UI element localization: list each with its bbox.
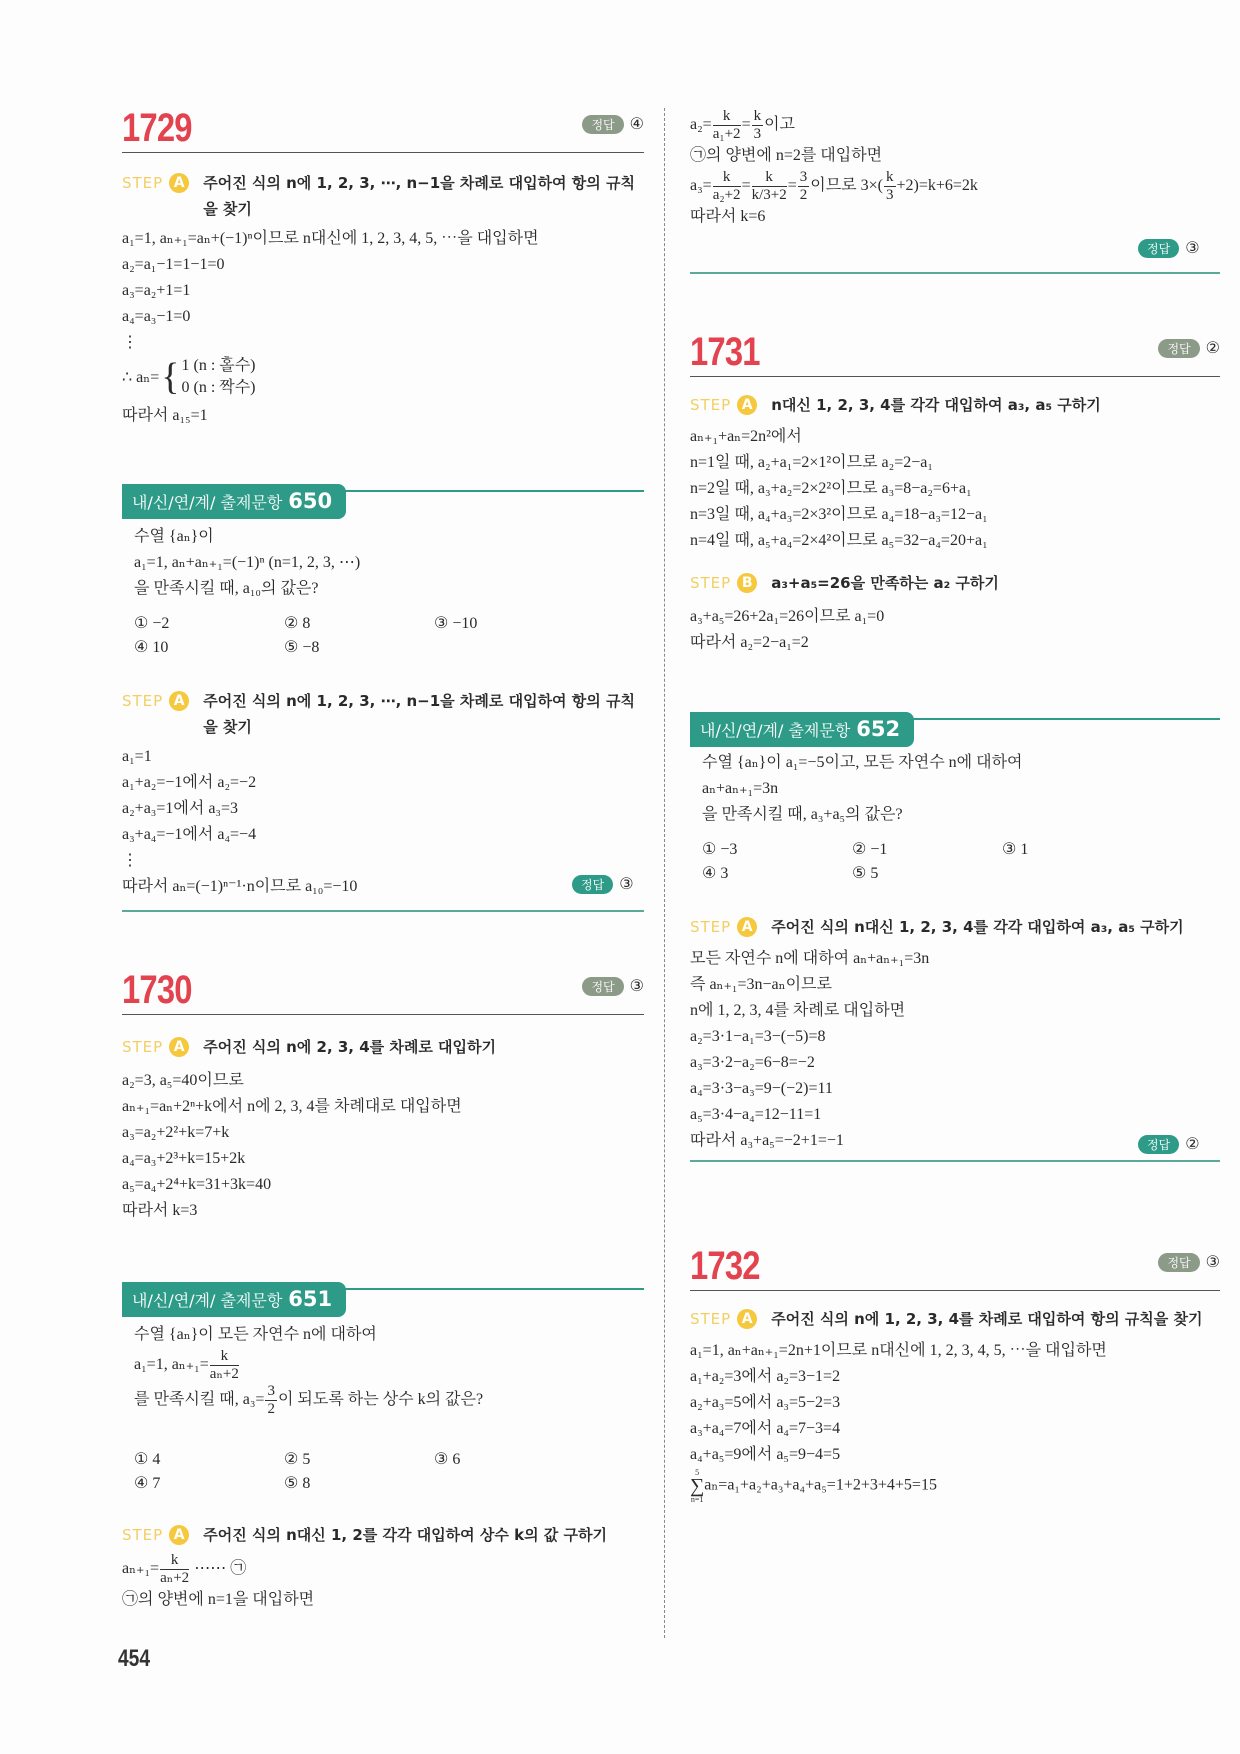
numerator: 3 xyxy=(267,1383,275,1399)
problem-1731-header xyxy=(690,330,1220,377)
math-text: ⋯⋯ ㉠ xyxy=(190,1560,247,1578)
math-line: 을 만족시킬 때, a₃+a₅의 값은? xyxy=(702,806,903,823)
fraction xyxy=(265,1383,277,1418)
naesin-banner-650 xyxy=(122,490,644,528)
math-line: n=4일 때, a₅+a₄=2×4²이므로 a₅=32−a₄=20+a₁ xyxy=(690,532,988,549)
step-label: STEP xyxy=(690,1310,732,1328)
cases-block xyxy=(122,355,644,399)
problem-number: 1731 xyxy=(690,330,760,374)
math-text: a₁=1, aₙ₊₁= xyxy=(134,1356,209,1374)
answer-indicator xyxy=(1138,1134,1240,1154)
math-text: 이 되도록 하는 상수 k의 값은? xyxy=(277,1391,484,1409)
problem-1730-header xyxy=(122,968,644,1015)
math-line xyxy=(690,1416,1220,1442)
solution-lines xyxy=(122,226,644,356)
step-badge-icon: B xyxy=(737,573,757,593)
denominator: a₁+2 xyxy=(712,126,741,142)
denominator: 3 xyxy=(753,126,762,142)
math-text: = xyxy=(741,116,751,134)
math-line xyxy=(690,1468,1220,1504)
step-heading xyxy=(122,170,644,222)
solution-lines-continued xyxy=(690,108,1220,230)
math-text: aₙ=a₁+a₂+a₃+a₄+a₅=1+2+3+4+5=15 xyxy=(704,1476,937,1494)
answer-choice: ① 4 xyxy=(134,1451,161,1468)
answer-value: ③ xyxy=(619,876,634,893)
answer-choice: ① −2 xyxy=(134,615,170,632)
math-line: 수열 {aₙ}이 xyxy=(134,528,214,545)
math-line xyxy=(690,1364,1220,1390)
problem-1729-header xyxy=(122,106,644,153)
math-line xyxy=(122,1587,644,1613)
step-label: STEP xyxy=(690,918,732,936)
math-line: a₂+a₃=1에서 a₃=3 xyxy=(122,800,239,817)
denominator: 2 xyxy=(267,1401,275,1417)
fraction xyxy=(798,169,810,204)
step-heading xyxy=(690,570,1220,596)
solution-lines xyxy=(690,424,1220,554)
math-line xyxy=(134,1322,656,1348)
conclusion-line: 따라서 a₁₅=1 xyxy=(122,407,208,424)
math-line xyxy=(134,1348,656,1383)
case-even: 0 (n : 짝수) xyxy=(181,379,256,396)
answer-choice: ⑤ 5 xyxy=(852,865,879,882)
question-text xyxy=(134,524,656,602)
numerator: k xyxy=(713,169,741,187)
math-line xyxy=(690,143,1220,169)
step-label: STEP xyxy=(690,574,732,592)
step-title: 주어진 식의 n에 1, 2, 3, ⋯, n−1을 차례로 대입하여 항의 규칙을 찾기 xyxy=(203,174,635,218)
math-line xyxy=(690,1390,1220,1416)
math-text: ㉠의 양변에 n=2를 대입하면 xyxy=(690,147,883,164)
fraction xyxy=(160,1552,189,1587)
math-line: n=2일 때, a₃+a₂=2×2²이므로 a₃=8−a₂=6+a₁ xyxy=(690,480,972,497)
banner-number: 652 xyxy=(856,717,901,741)
choice-list xyxy=(134,1448,656,1496)
step-heading xyxy=(690,914,1220,940)
answer-choice: ④ 3 xyxy=(702,865,729,882)
math-line: ⋮ xyxy=(122,334,138,351)
solution-lines xyxy=(122,1552,644,1613)
step-title: 주어진 식의 n에 2, 3, 4를 차례로 대입하기 xyxy=(203,1038,497,1056)
answer-value: ③ xyxy=(1185,240,1200,257)
banner-number: 651 xyxy=(288,1287,333,1311)
math-line: aₙ+aₙ₊₁=3n xyxy=(702,780,779,797)
banner-tag xyxy=(122,1282,346,1317)
math-line: 따라서 a₃+a₅=−2+1=−1 xyxy=(690,1132,844,1149)
numerator: k xyxy=(753,108,762,124)
math-line: n=3일 때, a₄+a₃=2×3²이므로 a₄=18−a₃=12−a₁ xyxy=(690,506,988,523)
step-badge-icon: A xyxy=(169,1037,189,1057)
denominator: aₙ+2 xyxy=(160,1570,190,1586)
column-divider xyxy=(664,108,665,1638)
step-heading xyxy=(122,1034,644,1060)
answer-choice: ② 5 xyxy=(284,1451,311,1468)
banner-tag xyxy=(122,484,346,519)
math-line xyxy=(690,169,1220,204)
step-badge-icon: A xyxy=(737,1309,757,1329)
math-line: a₅=a₄+2⁴+k=31+3k=40 xyxy=(122,1176,272,1193)
step-heading xyxy=(690,1306,1220,1332)
solution-lines xyxy=(690,604,1220,656)
math-line: 수열 {aₙ}이 a₁=−5이고, 모든 자연수 n에 대하여 xyxy=(702,754,1023,771)
choice-list xyxy=(702,838,1232,886)
step-title: 주어진 식의 n대신 1, 2를 각각 대입하여 상수 k의 값 구하기 xyxy=(203,1526,607,1544)
solution-lines xyxy=(122,744,644,900)
step-heading xyxy=(122,1522,644,1548)
fraction xyxy=(884,169,896,204)
step-label: STEP xyxy=(122,692,164,710)
choice-list xyxy=(134,612,656,660)
step-label: STEP xyxy=(122,174,164,192)
fraction xyxy=(713,108,741,143)
question-text xyxy=(134,1322,656,1418)
answer-choice: ⑤ −8 xyxy=(284,639,320,656)
math-line: a₃+a₄=−1에서 a₄=−4 xyxy=(122,826,257,843)
math-line: a₁=1, aₙ+aₙ₊₁=(−1)ⁿ (n=1, 2, 3, ⋯) xyxy=(134,554,361,571)
math-text: a₃+a₄=7에서 a₄=7−3=4 xyxy=(690,1420,841,1437)
question-text xyxy=(702,750,1232,828)
naesin-banner-651 xyxy=(122,1288,644,1326)
step-heading xyxy=(690,392,1220,418)
math-text: = xyxy=(741,177,751,195)
banner-label: 내/신/연/계/ 출제문항 xyxy=(132,1291,283,1310)
answer-choice: ③ 1 xyxy=(1002,841,1029,858)
answer-indicator xyxy=(1158,1252,1220,1272)
sum-upper: 5 xyxy=(695,1468,700,1477)
numerator: k xyxy=(713,108,741,126)
math-text: 따라서 k=6 xyxy=(690,208,766,225)
math-line: a₃=a₂+1=1 xyxy=(122,282,191,299)
math-line: 을 만족시킬 때, a₁₀의 값은? xyxy=(134,580,319,597)
banner-tag xyxy=(690,712,914,747)
math-line: a₄=3·3−a₃=9−(−2)=11 xyxy=(690,1080,833,1097)
solution-lines xyxy=(690,1338,1220,1504)
math-text: 이므로 3×( xyxy=(810,177,883,195)
step-badge-icon: A xyxy=(737,917,757,937)
math-text: 수열 {aₙ}이 모든 자연수 n에 대하여 xyxy=(134,1326,377,1343)
math-line: ⋮ xyxy=(122,852,138,869)
case-odd: 1 (n : 홀수) xyxy=(181,357,256,374)
math-text: a₂+a₃=5에서 a₃=5−2=3 xyxy=(690,1394,841,1411)
step-title: a₃+a₅=26을 만족하는 a₂ 구하기 xyxy=(771,574,999,592)
math-line: 따라서 k=3 xyxy=(122,1202,198,1219)
answer-choice: ③ 6 xyxy=(434,1451,461,1468)
math-line: 따라서 a₂=2−a₁=2 xyxy=(690,634,809,651)
math-text: aₙ₊₁= xyxy=(122,1560,160,1578)
numerator: k xyxy=(886,169,894,185)
answer-pill: 정답 xyxy=(1138,239,1179,258)
step-label: STEP xyxy=(122,1526,164,1544)
math-line: a₄=a₃+2³+k=15+2k xyxy=(122,1150,246,1167)
numerator: 3 xyxy=(799,169,808,185)
banner-number: 650 xyxy=(288,489,333,513)
step-title: 주어진 식의 n에 1, 2, 3, 4를 차례로 대입하여 항의 규칙을 찾기 xyxy=(771,1310,1203,1328)
math-line: n에 1, 2, 3, 4를 차례로 대입하면 xyxy=(690,1002,906,1019)
math-line: a₁=1 xyxy=(122,748,152,765)
math-line: a₃=a₂+2²+k=7+k xyxy=(122,1124,230,1141)
answer-indicator xyxy=(582,114,644,134)
answer-pill: 정답 xyxy=(582,115,623,134)
problem-number: 1730 xyxy=(122,968,192,1012)
numerator: k xyxy=(752,169,787,187)
fraction xyxy=(713,169,741,204)
math-line: a₂=a₁−1=1−1=0 xyxy=(122,256,225,273)
step-badge-icon: A xyxy=(169,1525,189,1545)
math-text: 이고 xyxy=(764,116,796,134)
problem-number: 1732 xyxy=(690,1244,760,1288)
step-badge-icon: A xyxy=(169,691,189,711)
section-divider xyxy=(122,910,644,912)
fraction xyxy=(752,169,787,204)
denominator: aₙ+2 xyxy=(209,1366,239,1382)
cases-lhs: ∴ aₙ= xyxy=(122,369,160,386)
answer-value: ③ xyxy=(1205,1254,1220,1271)
step-label: STEP xyxy=(122,1038,164,1056)
math-text: a₁+a₂=3에서 a₂=3−1=2 xyxy=(690,1368,841,1385)
math-line xyxy=(690,1338,1220,1364)
section-divider xyxy=(690,1160,1220,1162)
answer-value: ④ xyxy=(629,116,644,133)
step-title: 주어진 식의 n에 1, 2, 3, ⋯, n−1을 차례로 대입하여 항의 규칙을 찾기 xyxy=(203,692,635,736)
denominator: 2 xyxy=(799,187,808,203)
section-divider xyxy=(690,272,1220,274)
math-text: a₄+a₅=9에서 a₅=9−4=5 xyxy=(690,1446,841,1463)
problem-1732-header xyxy=(690,1244,1220,1291)
answer-indicator xyxy=(582,976,644,996)
denominator: a₂+2 xyxy=(712,187,741,203)
math-text: a₃= xyxy=(690,177,712,195)
math-text: +2)=k+6=2k xyxy=(896,177,978,195)
answer-pill: 정답 xyxy=(1158,1253,1199,1272)
denominator: k/3+2 xyxy=(751,187,787,203)
fraction xyxy=(210,1348,239,1383)
math-line xyxy=(690,204,1220,230)
sigma-icon: ∑ xyxy=(690,1475,705,1497)
summation xyxy=(690,1468,704,1504)
math-line: 따라서 aₙ=(−1)ⁿ⁻¹·n이므로 a₁₀=−10 xyxy=(122,878,358,895)
math-text: ㉠의 양변에 n=1을 대입하면 xyxy=(122,1591,315,1608)
solution-lines xyxy=(122,1068,644,1224)
step-label: STEP xyxy=(690,396,732,414)
answer-choice: ⑤ 8 xyxy=(284,1475,311,1492)
math-line xyxy=(122,1552,644,1587)
math-line: a₁+a₂=−1에서 a₂=−2 xyxy=(122,774,257,791)
brace-icon: { xyxy=(161,356,180,398)
answer-choice: ① −3 xyxy=(702,841,738,858)
answer-choice: ③ −10 xyxy=(434,615,478,632)
answer-pill: 정답 xyxy=(1158,339,1199,358)
answer-indicator xyxy=(1138,238,1240,258)
solution-lines xyxy=(690,946,1220,1154)
math-line xyxy=(134,1383,656,1418)
answer-pill: 정답 xyxy=(582,977,623,996)
math-line: a₁=1, aₙ₊₁=aₙ+(−1)ⁿ이므로 n대신에 1, 2, 3, 4, 5, ⋯을 대입하면 xyxy=(122,230,539,247)
math-line: 모든 자연수 n에 대하여 aₙ+aₙ₊₁=3n xyxy=(690,950,930,967)
math-line: a₄=a₃−1=0 xyxy=(122,308,191,325)
answer-choice: ④ 10 xyxy=(134,639,169,656)
step-title: 주어진 식의 n대신 1, 2, 3, 4를 각각 대입하여 a₃, a₅ 구하기 xyxy=(771,918,1184,936)
step-heading xyxy=(122,688,644,740)
answer-value: ③ xyxy=(629,978,644,995)
math-line xyxy=(690,108,1220,143)
answer-pill: 정답 xyxy=(572,875,613,894)
step-title: n대신 1, 2, 3, 4를 각각 대입하여 a₃, a₅ 구하기 xyxy=(771,396,1101,414)
math-line: a₂=3·1−a₁=3−(−5)=8 xyxy=(690,1028,826,1045)
math-line: aₙ₊₁+aₙ=2n²에서 xyxy=(690,428,802,445)
math-text: = xyxy=(787,177,797,195)
banner-label: 내/신/연/계/ 출제문항 xyxy=(700,721,851,740)
math-line: 즉 aₙ₊₁=3n−aₙ이므로 xyxy=(690,976,832,993)
math-line: a₂=3, a₅=40이므로 xyxy=(122,1072,244,1089)
answer-indicator xyxy=(1158,338,1220,358)
answer-choice: ④ 7 xyxy=(134,1475,161,1492)
math-text: 를 만족시킬 때, a₃= xyxy=(134,1391,265,1409)
banner-label: 내/신/연/계/ 출제문항 xyxy=(132,493,283,512)
step-badge-icon: A xyxy=(737,395,757,415)
answer-pill: 정답 xyxy=(1138,1135,1179,1154)
numerator: k xyxy=(210,1348,239,1366)
math-line: a₃=3·2−a₂=6−8=−2 xyxy=(690,1054,815,1071)
answer-choice: ② 8 xyxy=(284,615,311,632)
problem-number: 1729 xyxy=(122,106,192,150)
answer-value: ② xyxy=(1205,340,1220,357)
fraction xyxy=(752,108,764,143)
math-text: a₂= xyxy=(690,116,712,134)
answer-value: ② xyxy=(1185,1136,1200,1153)
page-number: 454 xyxy=(118,1645,151,1672)
denominator: 3 xyxy=(886,187,894,203)
math-line: a₅=3·4−a₄=12−11=1 xyxy=(690,1106,822,1123)
math-line: n=1일 때, a₂+a₁=2×1²이므로 a₂=2−a₁ xyxy=(690,454,933,471)
step-badge-icon: A xyxy=(169,173,189,193)
math-line: a₃+a₅=26+2a₁=26이므로 a₁=0 xyxy=(690,608,885,625)
math-line xyxy=(690,1442,1220,1468)
answer-choice: ② −1 xyxy=(852,841,888,858)
sum-lower: n=1 xyxy=(690,1495,704,1504)
math-line: aₙ₊₁=aₙ+2ⁿ+k에서 n에 2, 3, 4를 차례대로 대입하면 xyxy=(122,1098,462,1115)
numerator: k xyxy=(160,1552,189,1570)
math-text: a₁=1, aₙ+aₙ₊₁=2n+1이므로 n대신에 1, 2, 3, 4, 5, ⋯을 대입하면 xyxy=(690,1342,1107,1359)
